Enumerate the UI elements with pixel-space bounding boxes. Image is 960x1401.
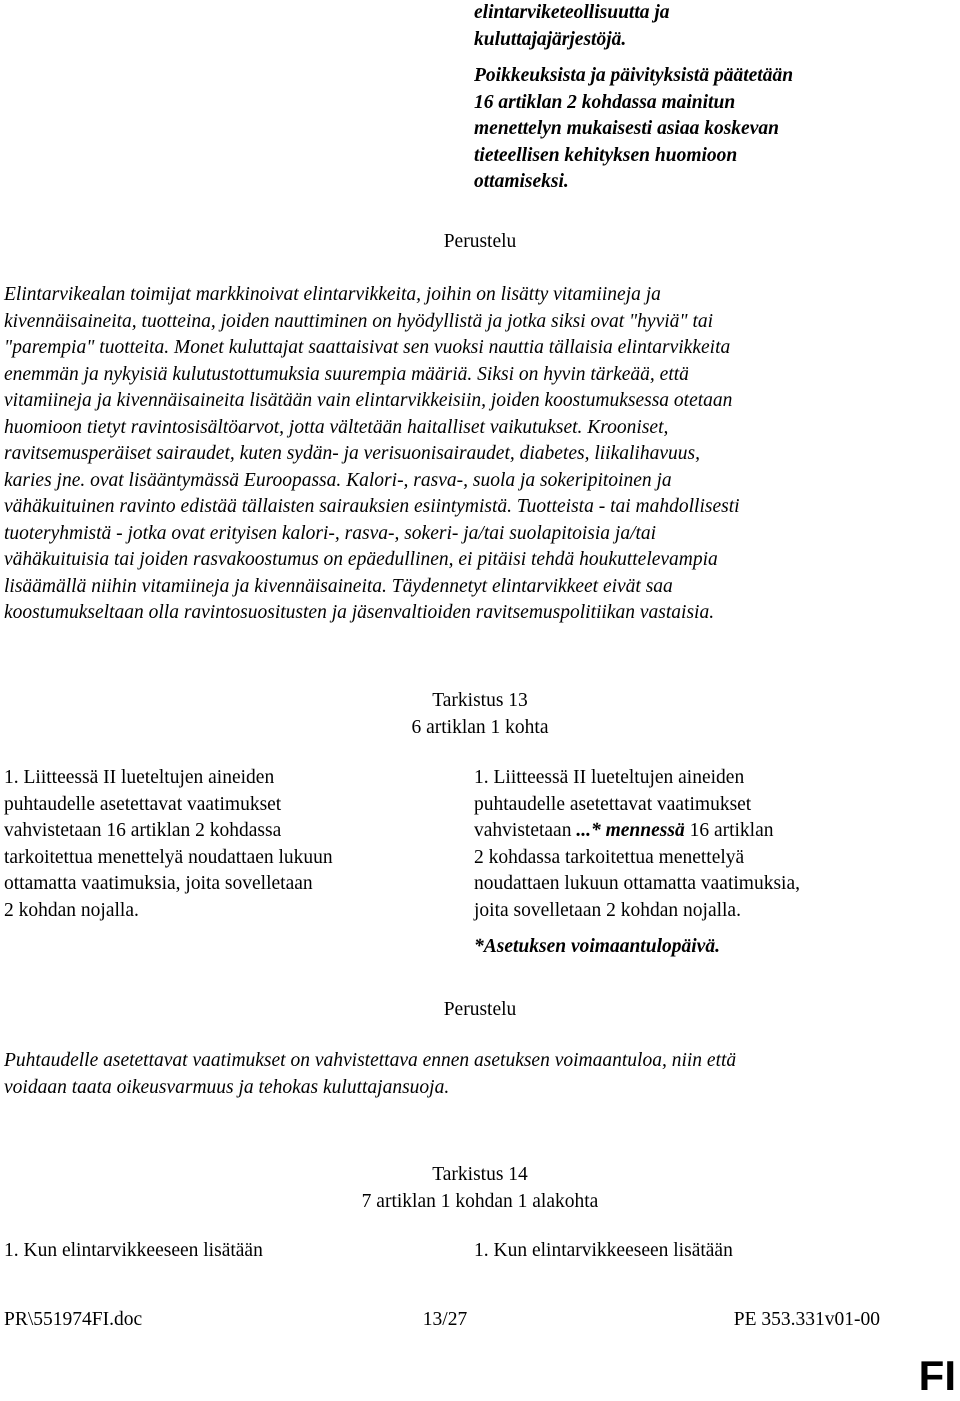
justification-heading: Perustelu — [443, 999, 517, 1020]
text-line: Puhtaudelle asetettavat vaatimukset on vahvistettava ennen asetuksen voimaantuloa, niin että — [4, 1050, 737, 1071]
text-line — [474, 818, 954, 845]
amendment-text-column — [474, 1238, 954, 1265]
text-line: vähäkuituinen ravinto edistää tällaisten sairauksien esiintymistä. Tuotteista - tai mahdollisesti — [4, 496, 740, 517]
text-line: tarkoitettua menettelyä noudattaen lukuun — [4, 846, 333, 868]
text-line: kivennäisaineita, tuotteina, joiden nauttiminen on hyödyllistä ja jotka siksi ovat "hyviä" tai — [4, 310, 714, 332]
text-line: puhtaudelle asetettavat vaatimukset — [4, 793, 282, 815]
justification-heading: Perustelu — [443, 231, 517, 252]
text-segment: 16 artiklan — [684, 820, 774, 841]
amendment-text-column — [474, 765, 954, 961]
text-line: ravitsemusperäiset sairaudet, kuten sydän- ja verisuonisairaudet, diabetes, liikalihavuus, — [4, 443, 700, 464]
text-line: Poikkeuksista ja päivityksistä päätetään — [474, 65, 794, 86]
text-line: 1. Liitteessä II lueteltujen aineiden — [4, 767, 275, 788]
text-line: vähäkuituisia tai joiden rasvakoostumus on epäedullinen, ei pitäisi tehdä houkuttelevampia — [4, 549, 718, 570]
amendment-subtitle: 7 artiklan 1 kohdan 1 alakohta — [361, 1191, 599, 1212]
footnote-text: *Asetuksen voimaantulopäivä. — [474, 936, 720, 957]
text-line: 1. Liitteessä II lueteltujen aineiden — [474, 767, 745, 788]
text-segment: vahvistetaan — [474, 820, 577, 841]
text-line: kuluttajajärjestöjä. — [474, 28, 627, 50]
text-line: koostumukseltaan olla ravintosuositusten ja jäsenvaltioiden ravitsemuspolitiikan vastaisia. — [4, 602, 715, 623]
text-line: voidaan taata oikeusvarmuus ja tehokas kuluttajansuoja. — [4, 1076, 450, 1098]
text-line: noudattaen lukuun ottamatta vaatimuksia, — [474, 873, 800, 894]
text-line: ottamatta vaatimuksia, joita sovelletaan — [4, 873, 313, 894]
text-line: puhtaudelle asetettavat vaatimukset — [474, 793, 752, 815]
document-filename: PR\551974FI.doc — [4, 1309, 143, 1330]
text-line: 1. Kun elintarvikkeeseen lisätään — [474, 1240, 733, 1261]
text-line: 2 kohdassa tarkoitettua menettelyä — [474, 846, 745, 868]
commission-text-column — [4, 1238, 444, 1265]
text-line: vitamiineja ja kivennäisaineita lisätään vain elintarvikkeisiin, joiden koostumuksessa otetaan — [4, 390, 733, 411]
text-line: joita sovelletaan 2 kohdan nojalla. — [474, 899, 741, 921]
text-line: 1. Kun elintarvikkeeseen lisätään — [4, 1240, 263, 1261]
text-line: elintarviketeollisuutta ja — [474, 2, 670, 23]
amendment-title: Tarkistus 13 — [432, 690, 528, 711]
text-line: enemmän ja nykyisiä kulutustottumuksia suurempia määriä. Siksi on hyvin tärkeää, että — [4, 363, 689, 385]
text-line: 2 kohdan nojalla. — [4, 899, 139, 921]
amendment-text-continuation — [474, 0, 954, 196]
text-line: Elintarvikealan toimijat markkinoivat elintarvikkeita, joihin on lisätty vitamiineja ja — [4, 284, 661, 305]
text-line: tieteellisen kehityksen huomioon — [474, 144, 738, 166]
amendment-title: Tarkistus 14 — [432, 1164, 528, 1185]
justification-paragraph — [4, 1048, 956, 1101]
document-reference: PE 353.331v01-00 — [733, 1309, 880, 1330]
text-line: ottamiseksi. — [474, 171, 569, 192]
amendment-subtitle: 6 artiklan 1 kohta — [411, 717, 549, 738]
text-line: huomioon tietyt ravintosisältöarvot, jotta vältetään haitalliset vaikutukset. Krooniset, — [4, 416, 669, 438]
language-code: FI — [918, 1352, 956, 1399]
justification-paragraph — [4, 282, 956, 627]
text-line: menettelyn mukaisesti asiaa koskevan — [474, 118, 779, 139]
text-line: karies jne. ovat lisääntymässä Euroopassa. Kalori-, rasva-, suola ja sokeripitoinen ja — [4, 469, 672, 491]
inserted-text: ...* mennessä — [576, 820, 685, 841]
commission-text-column — [4, 765, 444, 924]
text-line: tuoteryhmistä - jotka ovat erityisen kalori-, rasva-, sokeri- ja/tai suolapitoisia ja/tai — [4, 522, 657, 544]
text-line: "parempia" tuotteita. Monet kuluttajat saattaisivat sen vuoksi nauttia tällaisia elintarvikkeita — [4, 337, 731, 358]
text-line: 16 artiklan 2 kohdassa mainitun — [474, 91, 736, 113]
text-line: vahvistetaan 16 artiklan 2 kohdassa — [4, 820, 282, 841]
text-line: lisäämällä niihin vitamiineja ja kivennäisaineita. Täydennetyt elintarvikkeet eivät saa — [4, 575, 673, 597]
page-number: 13/27 — [422, 1309, 468, 1330]
